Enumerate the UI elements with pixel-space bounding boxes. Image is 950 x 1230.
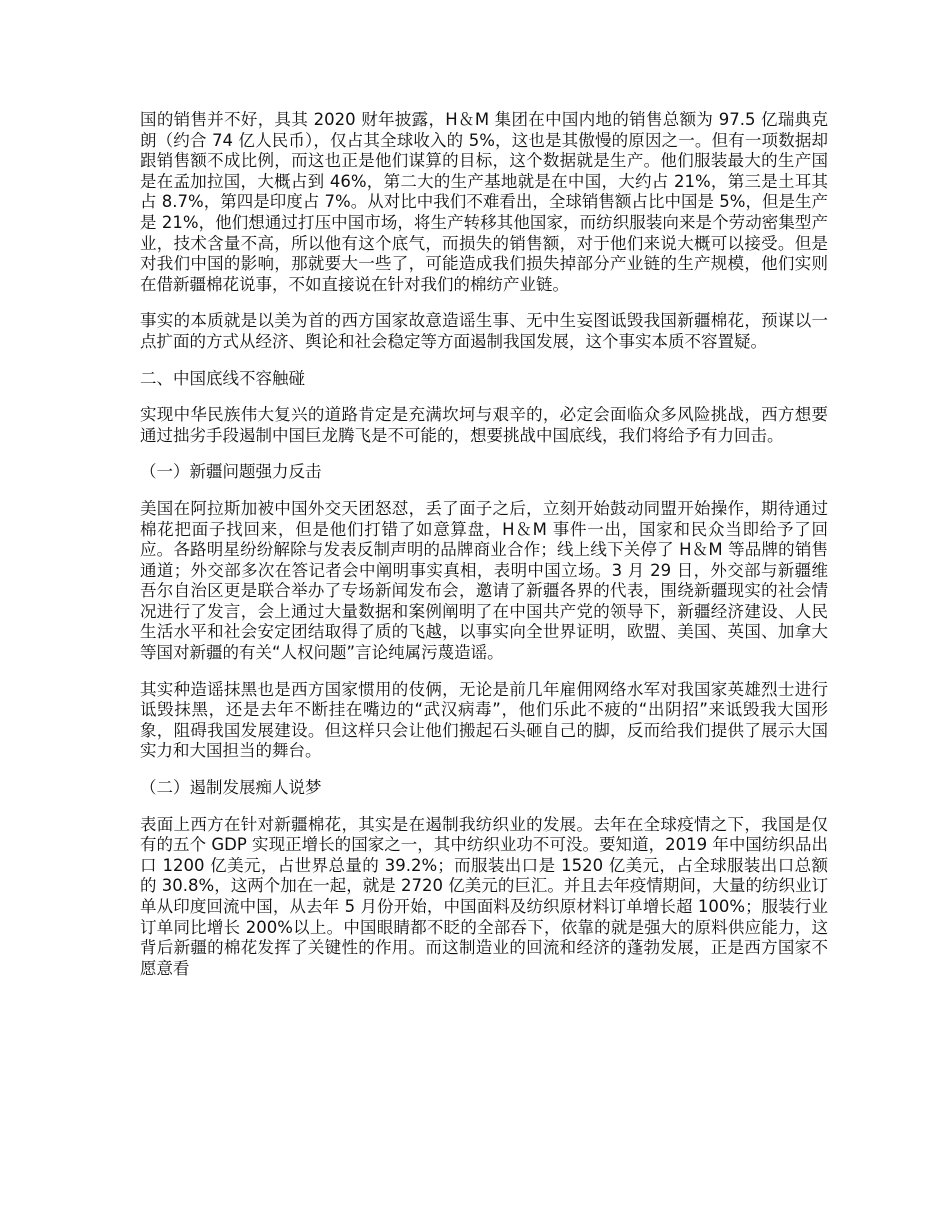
paragraph-essence-of-fact: 事实的本质就是以美为首的西方国家故意造谣生事、无中生妄图诋毁我国新疆棉花，预谋以一点扩面的方式从经济、舆论和社会稳定等方面遏制我国发展，这个事实本质不容置疑。 — [140, 311, 828, 351]
paragraph-xinjiang-response: 美国在阿拉斯加被中国外交天团怒怼，丢了面子之后，立刻开始鼓动同盟开始操作，期待通过棉花把面子找回来，但是他们打错了如意算盘，H＆M 事件一出，国家和民众当即给予了回应。各路明星纷纷解除与发表反制声明的品牌商业合作；线上线下关停了 H＆M 等品牌的销售通道；外交部多次在答记者会中阐明事实真相，表明中国立场。3 月 29 日，外交部与新疆维吾尔自治区更是联合举办了专场新闻发布会，邀请了新疆各界的代表，围绕新疆现实的社会情况进行了发言，会上通过大量数据和案例阐明了在中国共产党的领导下，新疆经济建设、人民生活水平和社会安定团结取得了质的飞越，以事实向全世界证明，欧盟、美国、英国、加拿大等国对新疆的有关“人权问题”言论纯属污蔑造谣。 — [140, 498, 828, 663]
paragraph-textile-industry: 表面上西方在针对新疆棉花，其实是在遏制我纺织业的发展。去年在全球疫情之下，我国是仅有的五个 GDP 实现正增长的国家之一，其中纺织业功不可没。要知道，2019 年中国纺织品出口 1200 亿美元，占世界总量的 39.2%；而服装出口是 1520 亿美元，占全球服装出口总额的 30.8%，这两个加在一起，就是 2720 亿美元的巨汇。并且去年疫情期间，大量的纺织业订单从印度回流中国，从去年 5 月份开始，中国面料及纺织原材料订单增长超 100%；服装行业订单同比增长 200%以上。中国眼睛都不眨的全部吞下，依靠的就是强大的原料供应能力，这背后新疆的棉花发挥了关键性的作用。而这制造业的回流和经济的蓬勃发展，正是西方国家不愿意看 — [140, 814, 828, 978]
subsection-heading-1: （一）新疆问题强力反击 — [140, 462, 322, 482]
paragraph-smear-tactics: 其实种造谣抹黑也是西方国家惯用的伎俩，无论是前几年雇佣网络水军对我国家英雄烈士进行诋毁抹黑，还是去年不断挂在嘴边的“武汉病毒”，他们乐此不疲的“出阴招”来诋毁我大国形象，阻碍我国发展建设。但这样只会让他们搬起石头砸自己的脚，反而给我们提供了展示大国实力和大国担当的舞台。 — [140, 679, 828, 761]
document-body — [140, 110, 828, 995]
paragraph-sales-production: 国的销售并不好，具其 2020 财年披露，H＆M 集团在中国内地的销售总额为 97.5 亿瑞典克朗（约合 74 亿人民币），仅占其全球收入的 5%，这也是其傲慢的原因之一。但有一项数据却跟销售额不成比例，而这也正是他们谋算的目标，这个数据就是生产。他们服装最大的生产国是在孟加拉国，大概占到 46%，第二大的生产基地就是在中国，大约占 21%，第三是土耳其占 8.7%，第四是印度占 7%。从对比中我们不难看出，全球销售额占比中国是 5%，但是生产是 21%，他们想通过打压中国市场，将生产转移其他国家，而纺织服装向来是个劳动密集型产业，技术含量不高，所以他有这个底气，而损失的销售额，对于他们来说大概可以接受。但是对我们中国的影响，那就要大一些了，可能造成我们损失掉部分产业链的生产规模，他们实则在借新疆棉花说事，不如直接说在针对我们的棉纺产业链。 — [140, 110, 828, 294]
subsection-heading-2: （二）遏制发展痴人说梦 — [140, 778, 322, 798]
section-heading-2: 二、中国底线不容触碰 — [140, 368, 305, 388]
paragraph-national-rejuvenation: 实现中华民族伟大复兴的道路肯定是充满坎坷与艰辛的，必定会面临众多风险挑战，西方想要通过拙劣手段遏制中国巨龙腾飞是不可能的，想要挑战中国底线，我们将给予有力回击。 — [140, 405, 828, 445]
